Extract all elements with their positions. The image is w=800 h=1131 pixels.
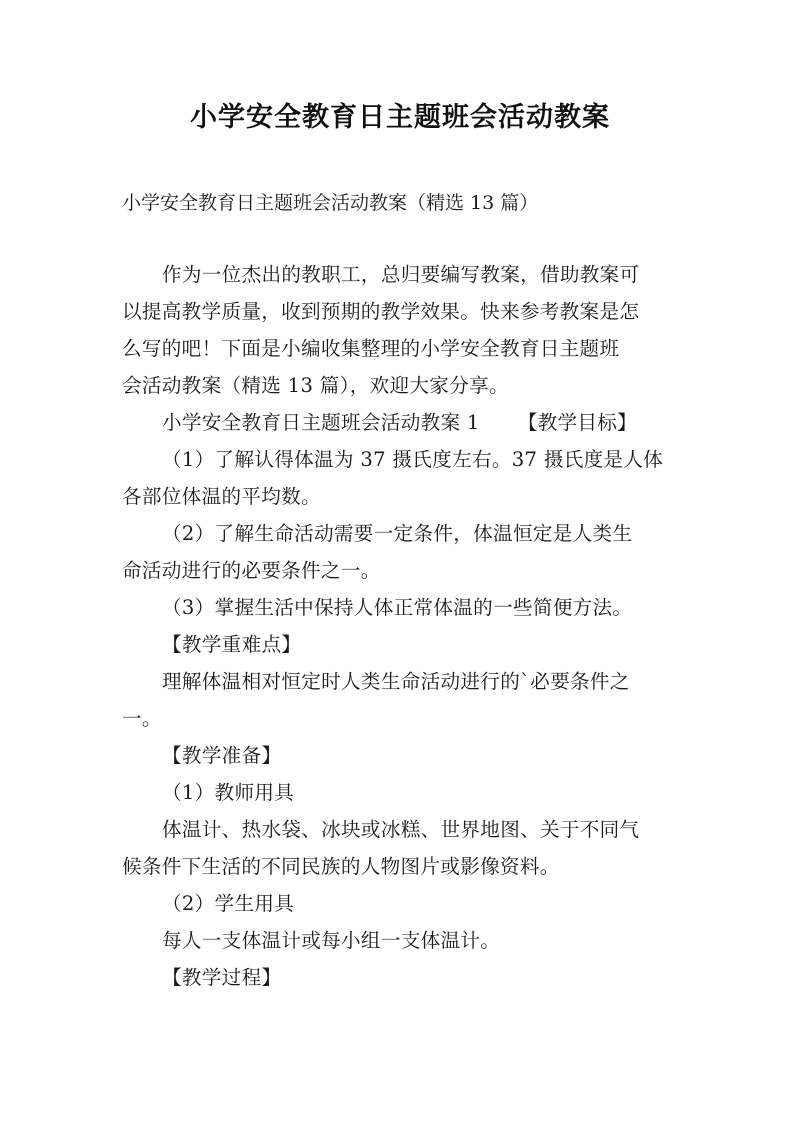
objective-2-line-2: 命活动进行的必要条件之一。: [122, 559, 381, 582]
student-tools-heading: （2）学生用具: [162, 892, 295, 915]
intro-paragraph: [122, 256, 682, 404]
difficulty-line-1: 理解体温相对恒定时人类生命活动进行的`必要条件之: [162, 670, 630, 693]
intro-line-4: 会活动教案（精选 13 篇），欢迎大家分享。: [122, 374, 509, 397]
process-section: [122, 959, 682, 996]
objective-1-line-1: （1）了解认得体温为 37 摄氏度左右。37 摄氏度是人体: [162, 448, 664, 471]
teacher-tools-line-2: 候条件下生活的不同民族的人物图片或影像资料。: [122, 855, 560, 878]
objective-1: [122, 441, 682, 515]
document-body: [122, 256, 682, 996]
difficulty-heading: 【教学重难点】: [162, 633, 302, 656]
document-subtitle: 小学安全教育日主题班会活动教案（精选 13 篇）: [122, 192, 539, 214]
difficulty-section: [122, 626, 682, 737]
section1-heading: 小学安全教育日主题班会活动教案 1: [162, 411, 480, 434]
objective-3-line: （3）掌握生活中保持人体正常体温的一些简便方法。: [162, 596, 633, 619]
document-title: 小学安全教育日主题班会活动教案: [190, 102, 610, 133]
difficulty-line-2: 一。: [122, 707, 162, 730]
teacher-tools-heading: （1）教师用具: [162, 781, 295, 804]
intro-line-2: 以提高教学质量，收到预期的教学效果。快来参考教案是怎: [122, 300, 640, 323]
student-tools-line: 每人一支体温计或每小组一支体温计。: [162, 929, 501, 952]
teacher-tools-line-1: 体温计、热水袋、冰块或冰糕、世界地图、关于不同气: [162, 818, 640, 841]
process-heading: 【教学过程】: [162, 966, 282, 989]
objective-2-line-1: （2）了解生命活动需要一定条件，体温恒定是人类生: [162, 522, 633, 545]
section1-heading-row: [122, 404, 682, 441]
preparation-section: [122, 737, 682, 959]
objectives-heading: 【教学目标】: [517, 411, 638, 434]
intro-line-3: 么写的吧！下面是小编收集整理的小学安全教育日主题班: [122, 337, 620, 360]
objective-2: [122, 515, 682, 589]
objective-1-line-2: 各部位体温的平均数。: [122, 485, 321, 508]
objective-3: [122, 589, 682, 626]
intro-line-1: 作为一位杰出的教职工，总归要编写教案，借助教案可: [162, 263, 640, 286]
preparation-heading: 【教学准备】: [162, 744, 282, 767]
